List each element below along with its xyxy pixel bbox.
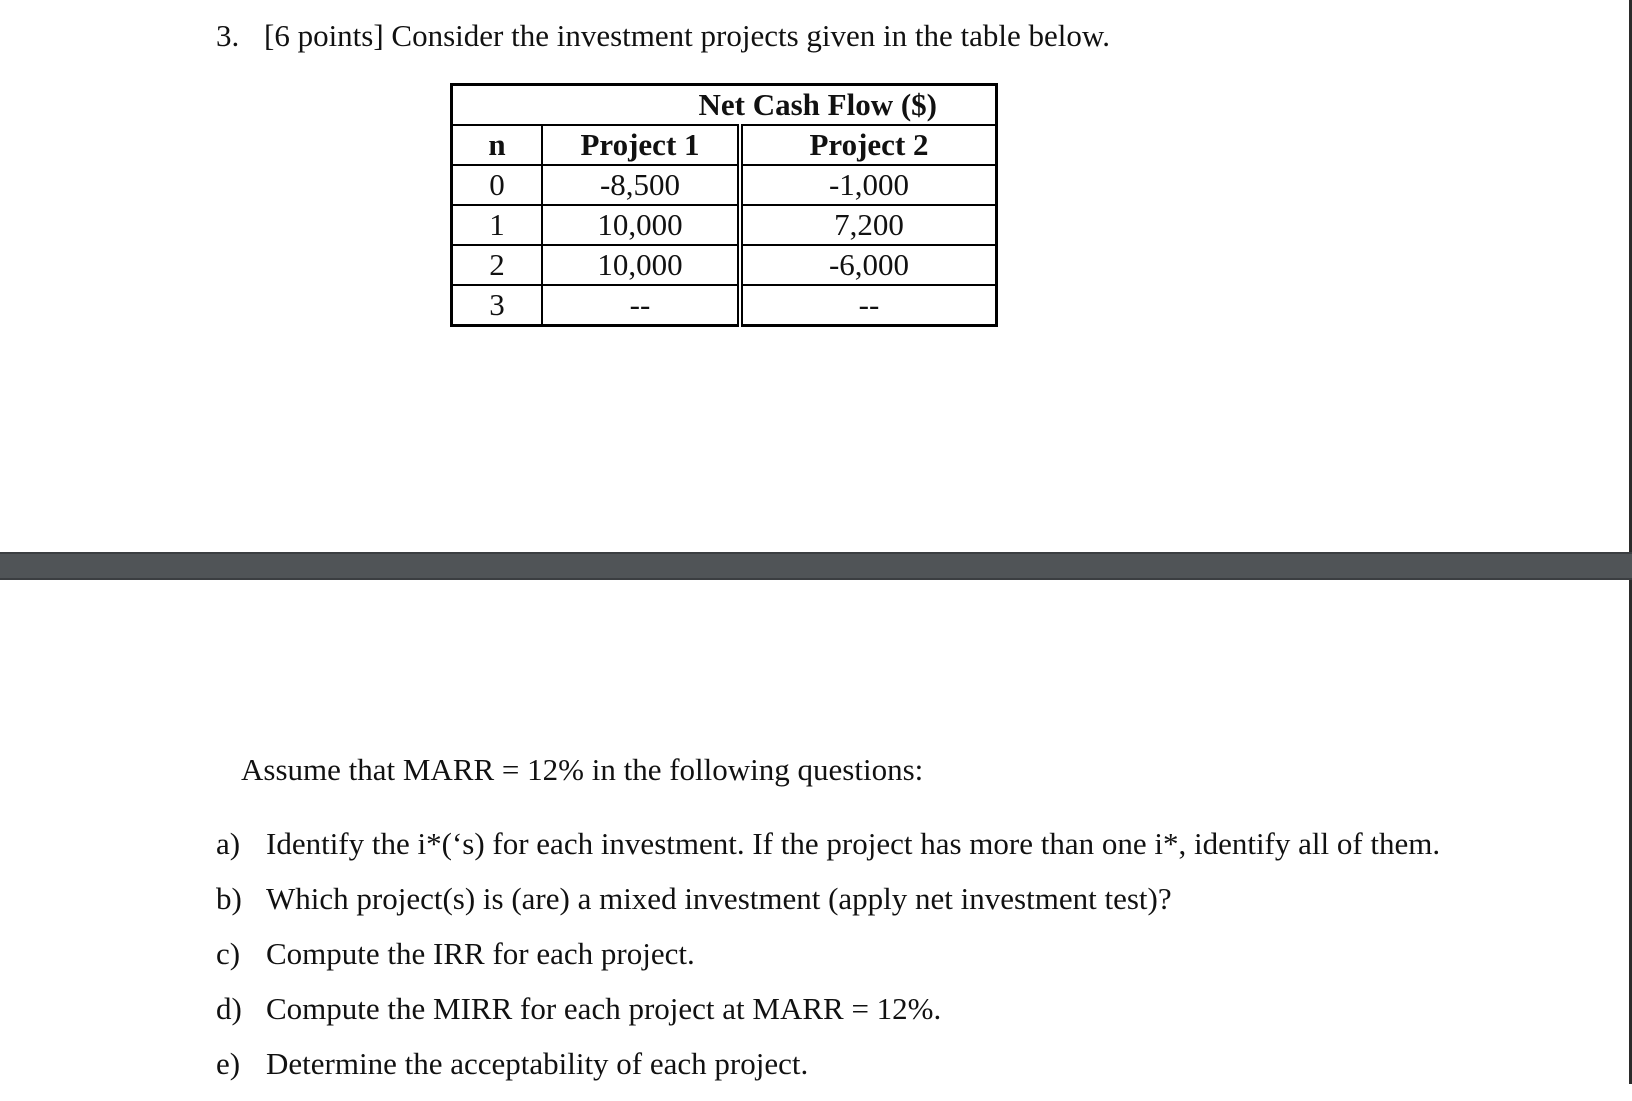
question-title [216,18,1110,54]
cell-n: 3 [452,285,543,326]
cell-n: 2 [452,245,543,285]
sub-question-marker: a) [216,826,241,861]
cell-project-1: -- [542,285,740,326]
sub-question-item [216,991,1440,1046]
cell-project-1: 10,000 [542,205,740,245]
cell-project-1: 10,000 [542,245,740,285]
sub-question-text: Which project(s) is (are) a mixed investment (apply net investment test)? [266,881,1172,916]
table-row [452,165,997,205]
question-number: 3. [216,18,240,53]
column-header-project-2: Project 2 [740,125,997,165]
table-row [452,245,997,285]
sub-question-marker: d) [216,991,242,1026]
cell-project-2: -6,000 [740,245,997,285]
table-header-row [452,85,997,126]
marr-assumption: Assume that MARR = 12% in the following questions: [241,752,924,787]
sub-question-text: Identify the i*(‘s) for each investment. If the project has more than one i*, identify all of them. [266,826,1441,861]
sub-question-list [216,826,1440,1101]
sub-question-text: Compute the IRR for each project. [266,936,695,971]
cash-flow-table [450,83,998,327]
column-header-project-1: Project 1 [542,125,740,165]
table-row [452,205,997,245]
cell-n: 0 [452,165,543,205]
sub-question-item [216,881,1440,936]
cell-project-2: -1,000 [740,165,997,205]
sub-question-item [216,936,1440,991]
table-column-row [452,125,997,165]
column-header-n: n [452,125,543,165]
cell-project-1: -8,500 [542,165,740,205]
sub-question-marker: c) [216,936,241,971]
sub-question-text: Determine the acceptability of each project. [266,1046,809,1081]
page-break-separator [0,552,1632,580]
sub-question-text: Compute the MIRR for each project at MARR = 12%. [266,991,942,1026]
cell-project-2: -- [740,285,997,326]
sub-question-marker: b) [216,881,242,916]
cell-project-2: 7,200 [740,205,997,245]
sub-question-marker: e) [216,1046,241,1081]
table-row [452,285,997,326]
sub-question-item [216,826,1440,881]
question-text: [6 points] Consider the investment projects given in the table below. [264,18,1111,53]
sub-question-item [216,1046,1440,1101]
cell-n: 1 [452,205,543,245]
table-header-title: Net Cash Flow ($) [452,85,997,126]
